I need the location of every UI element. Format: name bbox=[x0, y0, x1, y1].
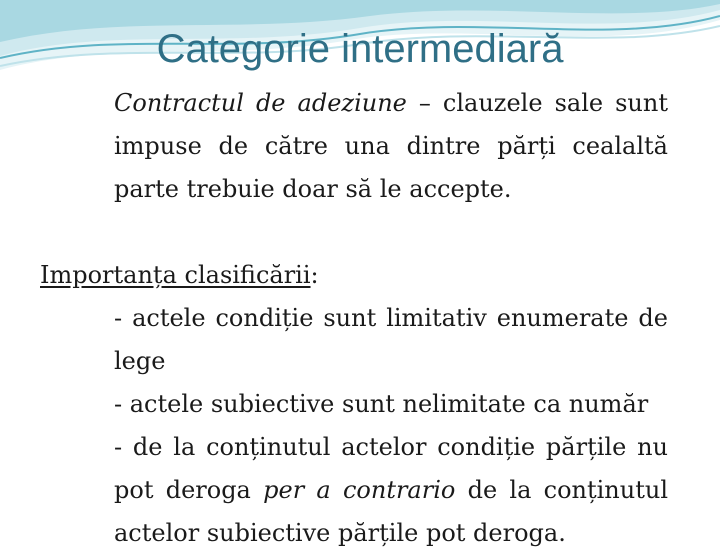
importance-heading bbox=[40, 254, 668, 297]
importance-heading-text: Importanța clasificării bbox=[40, 261, 311, 289]
importance-item-3-part1: - de la conținutul actelor condiție părțile nu pot deroga bbox=[114, 433, 668, 504]
definition-term: Contractul de adeziune bbox=[114, 89, 407, 117]
spacer bbox=[40, 211, 668, 254]
importance-item-3-part2: de la conținutul actelor subiective părțile pot deroga. bbox=[114, 476, 669, 547]
slide-body bbox=[40, 82, 668, 555]
definition-text: – clauzele sale sunt impuse de către una dintre părți cealaltă parte trebuie doar să le accepte. bbox=[114, 89, 668, 203]
importance-item-1: - actele condiție sunt limitativ enumerate de lege bbox=[114, 304, 668, 375]
importance-item-3 bbox=[40, 426, 668, 555]
importance-colon: : bbox=[310, 261, 319, 289]
importance-item-2: - actele subiective sunt nelimitate ca număr bbox=[114, 390, 649, 418]
slide-title: Categorie intermediară bbox=[156, 27, 564, 71]
latin-phrase: per a contrario bbox=[263, 476, 456, 504]
definition-paragraph bbox=[40, 82, 668, 211]
